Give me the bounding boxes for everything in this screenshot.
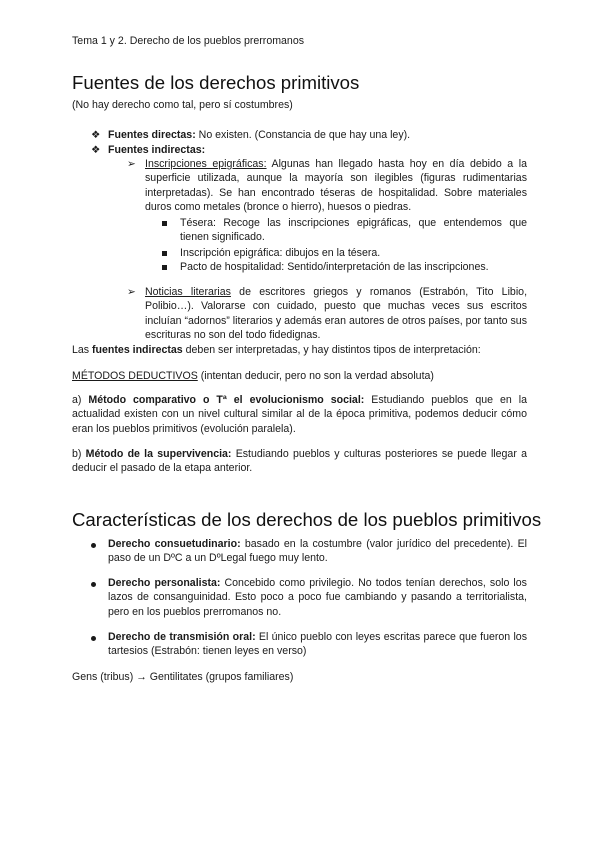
- document-header: Tema 1 y 2. Derecho de los pueblos prerromanos: [72, 35, 305, 47]
- section-subtitle: (No hay derecho como tal, pero sí costumbres): [72, 99, 293, 111]
- metodos-text: (intentan deducir, pero no son la verdad absoluta): [197, 370, 434, 382]
- section-title-fuentes: Fuentes de los derechos primitivos: [72, 72, 360, 93]
- round-bullet-icon: [91, 636, 96, 641]
- fuentes-indirectas-label: Fuentes indirectas:: [108, 144, 206, 156]
- caracteristica-text: Concebido como privilegio. No todos tenían derechos, solo los lazos de consanguinidad. Esto poco a poco fue cambiando y pasando a territorialista, pero en los pueblos prerromanos no.: [108, 577, 527, 618]
- square-bullet-icon: [162, 251, 167, 256]
- caracteristica-label: Derecho de transmisión oral:: [108, 631, 256, 643]
- interpret-post: deben ser interpretadas, y hay distintos tipos de interpretación:: [182, 344, 481, 356]
- inscripciones-label: Inscripciones epigráficas:: [145, 158, 267, 170]
- caracteristica-label: Derecho consuetudinario:: [108, 538, 241, 550]
- interpret-pre: Las: [72, 344, 93, 356]
- inscripciones-text: Algunas han llegado hasta hoy en día debido a la superficie utilizada, aunque la mayoría son ilegibles (figuras rudimentarias interpretadas). Se han encontrado téseras de hospitalidad. Sobre materiales duros como metales (bronce o hierro), huesos o piedras.: [145, 158, 527, 214]
- metodo-a-text: Estudiando pueblos que en la actualidad existen con un nivel cultural similar al de la época primitiva, podemos deducir cómo eran los pueblos primitivos (evolución paralela).: [72, 394, 527, 435]
- interpret-bold: fuentes indirectas: [92, 344, 183, 356]
- caracteristica-label: Derecho personalista:: [108, 577, 221, 589]
- sub-item-pacto: Pacto de hospitalidad: Sentido/interpretación de las inscripciones.: [180, 261, 489, 273]
- round-bullet-icon: [91, 582, 96, 587]
- gens-line: Gens (tribus) → Gentilitates (grupos familiares): [72, 671, 294, 683]
- metodo-a-paragraph: [72, 393, 527, 436]
- inscripciones-item: [145, 157, 527, 215]
- metodo-b-paragraph: [72, 447, 527, 476]
- diamond-bullet-icon: ❖: [91, 144, 101, 156]
- fuentes-directas-text: No existen. (Constancia de que hay una ley).: [195, 129, 411, 141]
- sub-item-inscripcion: Inscripción epigráfica: dibujos en la tésera.: [180, 247, 381, 259]
- metodos-deductivos-paragraph: [72, 369, 434, 383]
- interpretacion-paragraph: [72, 343, 481, 357]
- caracteristica-item: [108, 630, 527, 659]
- fuentes-directas-item: [108, 128, 410, 142]
- fuentes-indirectas-item: [108, 143, 205, 157]
- caracteristica-text: El único pueblo con leyes escritas parece que fueron los tartesios (Estrabón: tienen leyes en verso): [108, 631, 527, 658]
- caracteristica-item: [108, 537, 527, 566]
- square-bullet-icon: [162, 221, 167, 226]
- metodo-b-text: Estudiando pueblos y culturas posteriores se puede llegar a deducir el pasado de la etapa anterior.: [72, 448, 527, 475]
- noticias-label: Noticias literarias: [145, 286, 231, 298]
- arrow-bullet-icon: ➢: [127, 158, 136, 170]
- section-title-caracteristicas: Características de los derechos de los pueblos primitivos: [72, 509, 542, 530]
- metodo-b-label: Método de la supervivencia:: [85, 448, 232, 460]
- metodo-a-label: Método comparativo o Tª el evolucionismo social:: [88, 394, 365, 406]
- square-bullet-icon: [162, 265, 167, 270]
- fuentes-directas-label: Fuentes directas:: [108, 129, 196, 141]
- noticias-text: de escritores griegos y romanos (Estrabón, Tito Libio, Polibio…). Valorarse con cuidado, puesto que muchas veces sus escritos incluían “adornos” literarios y además eran autores de otros países, por tanto sus escrituras no son del todo fidedignas.: [145, 286, 528, 342]
- sub-item-tesera: Tésera: Recoge las inscripciones epigráficas, que entendemos que tienen significado.: [180, 217, 527, 244]
- arrow-bullet-icon: ➢: [127, 286, 136, 298]
- round-bullet-icon: [91, 543, 96, 548]
- metodo-b-prefix: b): [72, 448, 86, 460]
- caracteristica-item: [108, 576, 527, 619]
- caracteristica-text: basado en la costumbre (valor jurídico del precedente). El paso de un DºC a un DºLegal fuego muy lento.: [108, 538, 527, 565]
- diamond-bullet-icon: ❖: [91, 129, 101, 141]
- metodo-a-prefix: a): [72, 394, 89, 406]
- metodos-label: MÉTODOS DEDUCTIVOS: [72, 370, 198, 382]
- noticias-item: [145, 285, 527, 343]
